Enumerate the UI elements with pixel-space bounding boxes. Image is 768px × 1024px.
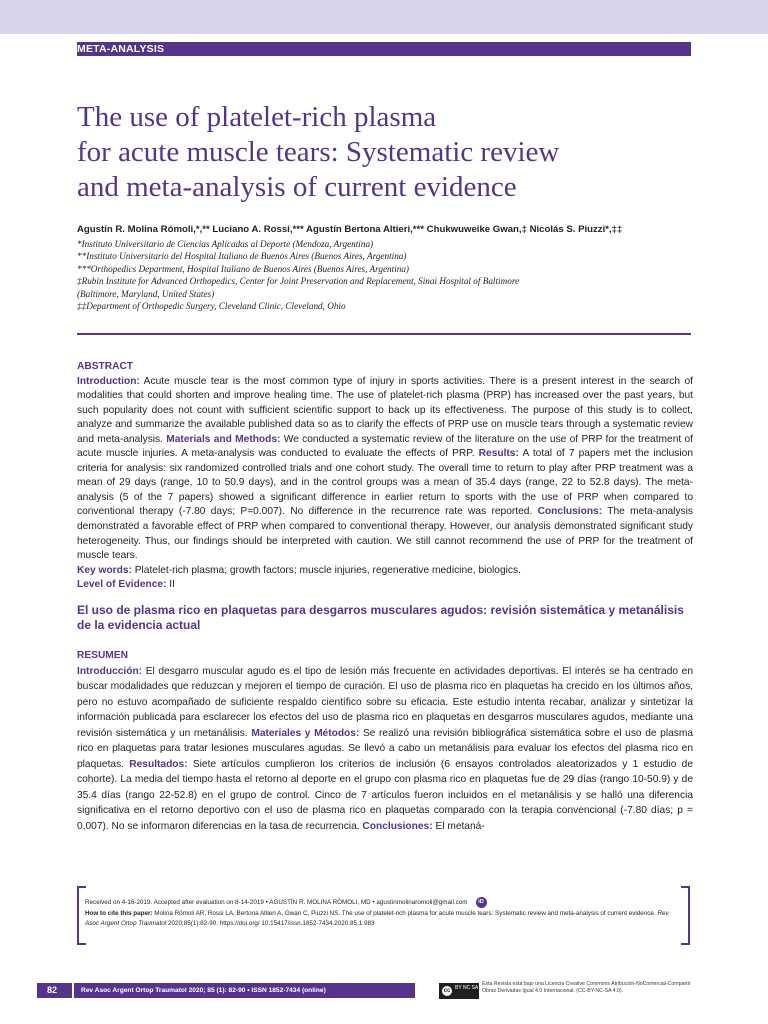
- intro-text: El desgarro muscular agudo es el tipo de lesión más frecuente en actividades deportivas. El interés se ha centrado en buscar modalidades que reduzcan y mejoren el tiempo de curación. El uso de plasma rico en plaquetas ha crecido en los últimos años, pero no estuvo acompañado de suficiente respaldo científico sobre su eficacia. Este estudio intenta recabar, analizar y sintetizar la información publicada para esclarecer los efectos del uso de plasma rico en plaquetas en desgarros musculares agudos, mediante una revisión sistemática y un metanálisis.: [77, 665, 693, 739]
- keywords-text: Platelet-rich plasma; growth factors; muscle injuries, regenerative medicine, biologics.: [131, 564, 521, 576]
- affiliation: ‡‡Department of Orthopedic Surgery, Cleveland Clinic, Cleveland, Ohio: [77, 301, 346, 312]
- spanish-title: El uso de plasma rico en plaquetas para desgarros musculares agudos: revisión sistemática y metanálisis de la evidencia actual: [77, 603, 684, 632]
- affiliation: (Baltimore, Maryland, United States): [77, 288, 215, 299]
- level-of-evidence: [77, 578, 693, 593]
- title-line-1: The use of platelet-rich plasma: [77, 101, 437, 133]
- journal-abbrev: Rev Asoc Argent Ortop Traumatol: [85, 909, 669, 928]
- affiliation: **Instituto Universitario del Hospital Italiano de Buenos Aires (Buenos Aires, Argentina): [77, 251, 407, 262]
- resumen-heading: RESUMEN: [77, 650, 128, 661]
- abstract-body: [77, 375, 693, 564]
- received-text: Received on 4-16-2019. Accepted after evaluation on 8-14-2019 • AGUSTÍN R. MOLINA RÓMOLI, MD • agustinmolinaromoli@gmail.com: [85, 899, 468, 907]
- section-label: META-ANALYSIS: [77, 43, 165, 55]
- article-title: [77, 100, 697, 205]
- conclusions-text: El metaná-: [432, 820, 485, 832]
- level-text: II: [166, 579, 175, 591]
- resumen-body: [77, 664, 693, 835]
- doi-text[interactable]: 2020;85(1):82-90. https://doi.org/ 10.15417/issn.1852-7434.2020.85.1.983: [166, 920, 375, 928]
- section-label-bar: [77, 42, 691, 56]
- affiliation: ***Orthopedics Department, Hospital Italiano de Buenos Aires (Buenos Aires, Argentina): [77, 263, 409, 274]
- keywords: [77, 564, 693, 579]
- conclusions-label: Conclusiones:: [362, 820, 433, 832]
- methods-label: Materials and Methods:: [166, 433, 281, 445]
- footer-separator: [72, 983, 74, 998]
- orcid-icon[interactable]: iD: [476, 897, 487, 908]
- keywords-label: Key words:: [77, 564, 132, 576]
- affiliation: *Instituto Universitario de Ciencias Aplicadas al Deporte (Mendoza, Argentina): [77, 239, 374, 249]
- citation-box: [85, 897, 675, 930]
- footer-bar: [37, 983, 415, 998]
- conclusions-label: Conclusions:: [537, 506, 603, 518]
- citation-bracket-right: [681, 886, 690, 945]
- journal-info: Rev Asoc Argent Ortop Traumatol 2020; 85 (1): 82-90 • ISSN 1852-7434 (online): [81, 987, 326, 994]
- received-line: [85, 897, 675, 909]
- title-line-3: and meta-analysis of current evidence: [77, 171, 517, 203]
- results-text: A total of 7 papers met the inclusion criteria for analysis: six randomized controlled trials and one cohort study. The overall time to return to play after PRP treatment was a mean of 29 days (range, 10 to 50.9 days), and in the control groups was a mean of 35.4 days (range, 22 to 52.8 days). The meta-analysis (5 of the 7 papers) showed a significant difference in earlier return to sports with the use of PRP when compared to conventional therapy (-7.80 days; P=0.007). No difference in the recurrence rate was reported.: [77, 448, 693, 518]
- methods-text: We conducted a systematic review of the literature on the use of PRP for the treatment of acute muscle injuries. A meta-analysis was conducted to evaluate the effects of PRP.: [77, 433, 693, 460]
- affiliation: ‡Rubin Institute for Advanced Orthopedics, Center for Joint Preservation and Replacement, Sinai Hospital of Baltimore: [77, 276, 520, 287]
- resumen-section: [77, 648, 693, 834]
- top-color-band: [0, 0, 768, 34]
- author-list: Agustín R. Molina Rómoli,*,** Luciano A. Rossi,*** Agustín Bertona Altieri,*** Chukwuweike Gwan,‡ Nicolás S. Piuzzi*,‡‡: [77, 224, 623, 235]
- results-label: Results:: [478, 448, 519, 460]
- how-to-cite: [85, 909, 675, 930]
- methods-text: Se realizó una revisión bibliográfica sistemática sobre el uso de plasma rico en plaquetas para tratar lesiones musculares agudas. Se llevó a cabo un metanálisis para evaluar los efectos del plasma rico en plaquetas.: [77, 727, 693, 770]
- divider: [77, 333, 691, 335]
- intro-label: Introduction:: [77, 375, 140, 387]
- conclusions-text: The meta-analysis demonstrated a favorable effect of PRP when compared to conventional therapy. However, our analysis demonstrated significant study heterogeneity. Thus, our findings should be interpreted with caution. We still cannot recommend the use of PRP for the treatment of muscle tears.: [77, 506, 693, 562]
- intro-text: Acute muscle tear is the most common type of injury in sports activities. There is a present interest in the search of modalities that could shorten and improve healing time. The use of platelet-rich plasma (PRP) has increased over the past years, but such popularity does not count with sufficient scientific support to back up its effectiveness. The purpose of this study is to collect, analyze and summarize the available published data so as to clarify the effects of PRP use on muscle tears through a systematic review and meta-analysis.: [77, 375, 693, 445]
- level-label: Level of Evidence:: [77, 579, 167, 591]
- methods-label: Materiales y Métodos:: [251, 727, 360, 739]
- affiliations: [77, 238, 697, 312]
- results-label: Resultados:: [129, 758, 188, 770]
- abstract-section: [77, 360, 693, 593]
- how-to-cite-text: Molina Rómoli AR, Rossi LA, Bertona Altieri A, Gwan C, Piuzzi NS. The use of platelet-rich plasma for acute muscle tears: Systematic review and meta-analysis of current evidence.: [152, 909, 658, 917]
- cc-terms: BY NC SA: [455, 985, 479, 991]
- cc-icon: cc: [443, 988, 451, 994]
- results-text: Siete artículos cumplieron los criterios de inclusión (6 ensayos controlados aleatorizados y 1 estudio de cohorte). La media del tiempo hasta el retorno al deporte en el grupo con plasma rico en plaquetas fue de 29 días (rango 10-50.9) y de 35.4 días (rango 22-52.8) en el grupo de control. Cinco de 7 artículos fueron incluidos en el metanálisis y se halló una diferencia significativa en el retorno deportivo con el uso de plasma rico en plaquetas comparado con la terapia convencional (-7.80 días; p = 0,007). No se informaron diferencias en la tasa de recurrencia.: [77, 758, 694, 832]
- cc-license-badge-icon[interactable]: [439, 983, 479, 999]
- how-to-cite-label: How to cite this paper:: [85, 909, 153, 917]
- intro-label: Introducción:: [77, 665, 143, 677]
- title-line-2: for acute muscle tears: Systematic review: [77, 136, 560, 168]
- page-number: 82: [46, 985, 57, 995]
- license-text: Esta Revista está bajo una Licencia Creative Commons Atribución-NoComercial-Compartir Obras Derivadas Igual 4.0 Internacional. (CC-BY-NC-SA 4.0).: [482, 981, 691, 994]
- abstract-heading: ABSTRACT: [77, 361, 134, 372]
